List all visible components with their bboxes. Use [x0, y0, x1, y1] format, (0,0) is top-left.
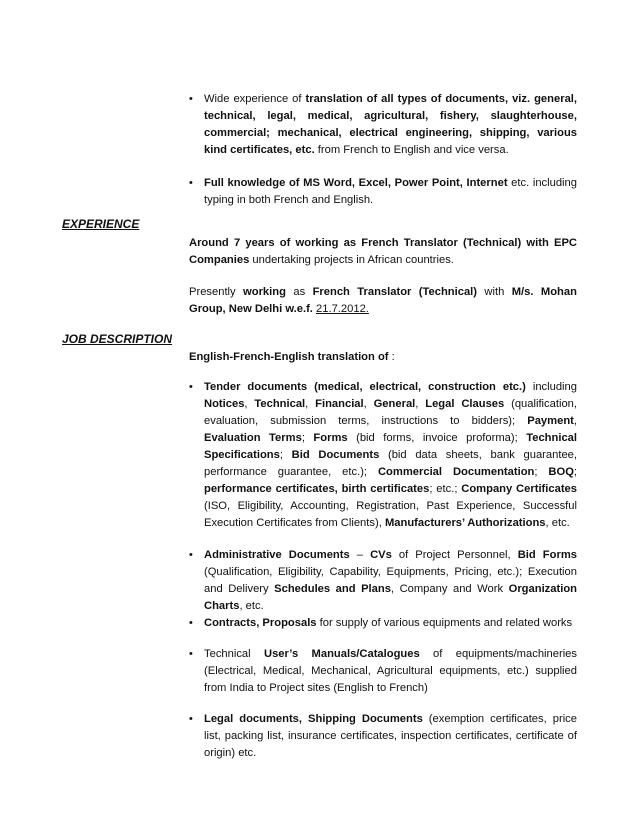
text-run: Technical: [204, 648, 264, 660]
experience-summary: [189, 235, 577, 269]
bold-text: Legal Clauses: [425, 398, 505, 410]
text-run: , etc.: [239, 600, 264, 612]
text-run: ,: [415, 398, 426, 410]
bold-text: Technical: [254, 398, 306, 410]
text-run: 21.7.2012.: [316, 303, 369, 315]
bold-text: Technical Specifications: [204, 432, 578, 461]
text-run: (exemption certificates, price list, packing list, insurance certificates, inspection certificates, certificate of origin) etc.: [204, 713, 577, 759]
text-run: ;: [573, 466, 578, 478]
job-description-intro: [189, 349, 577, 366]
text-run: , etc.: [545, 517, 570, 529]
text-run: ,: [244, 398, 255, 410]
bold-text: working: [243, 286, 286, 298]
bullet-tender-documents: [189, 379, 577, 532]
text-run: (Qualification, Eligibility, Capability, Equipments, Pricing, etc.); Execution and Delivery: [204, 566, 577, 595]
bold-text: Full knowledge of MS Word, Excel, Power Point, Internet: [204, 177, 508, 189]
text-run: ; etc.;: [429, 483, 462, 495]
bold-text: Forms: [313, 432, 348, 444]
bold-text: Contracts, Proposals: [204, 617, 317, 629]
bold-text: Administrative Documents: [204, 549, 350, 561]
text-run: Presently: [189, 286, 244, 298]
bold-text: Bid Documents: [291, 449, 380, 461]
text-run: ;: [534, 466, 549, 478]
text-run: ,: [363, 398, 374, 410]
bullet-technical-manuals: [189, 646, 577, 697]
experience-heading: EXPERIENCE: [62, 217, 140, 231]
bold-text: French Translator (Technical): [312, 286, 478, 298]
bold-text: translation of all types of documents, viz. general, technical, legal, medical, agricultural, fishery, slaughterhouse, commercial; mechanical, electrical engineering, shipping, various kind certificates, etc.: [204, 93, 578, 156]
bold-text: performance certificates, birth certificates: [204, 483, 430, 495]
text-run: (bid data sheets, bank guarantee, performance guarantee, etc.);: [204, 449, 577, 478]
bold-text: Financial: [315, 398, 364, 410]
text-run: Wide experience of: [204, 93, 306, 105]
text-run: of Project Personnel,: [391, 549, 518, 561]
bullet-contracts-proposals: [189, 615, 577, 632]
text-run: (bid forms, invoice proforma);: [347, 432, 527, 444]
current-position: [189, 284, 577, 318]
bullet-translation-experience: [189, 91, 577, 159]
bold-text: General: [373, 398, 416, 410]
text-run: –: [349, 549, 371, 561]
experience-section: [189, 235, 577, 318]
bold-text: Bid Forms: [517, 549, 577, 561]
bold-text: Schedules and Plans: [274, 583, 391, 595]
text-run: , Company and Work: [390, 583, 509, 595]
bold-text: English-French-English translation of: [189, 351, 389, 363]
text-run: (ISO, Eligibility, Accounting, Registration, Past Experience, Successful Execution Certificates from Clients),: [204, 500, 577, 529]
job-description-heading: JOB DESCRIPTION: [62, 332, 173, 346]
bullet-administrative-documents: [189, 547, 577, 615]
bold-text: Payment: [527, 415, 574, 427]
text-run: as: [285, 286, 313, 298]
bold-text: Notices: [204, 398, 245, 410]
text-run: ,: [305, 398, 316, 410]
job-description-section: [189, 349, 577, 762]
text-run: from French to English and vice versa.: [314, 144, 509, 156]
bold-text: CVs: [370, 549, 392, 561]
text-run: undertaking projects in African countries.: [249, 254, 454, 266]
bold-text: Evaluation Terms: [204, 432, 302, 444]
bullet-ms-office-knowledge: [189, 175, 577, 209]
bold-text: User’s Manuals/Catalogues: [263, 648, 420, 660]
text-run: :: [388, 351, 395, 363]
bold-text: Organization Charts: [204, 583, 577, 612]
text-run: of equipments/machineries (Electrical, Medical, Mechanical, Agricultural equipments, etc.) supplied from India to Project sites (English to French): [204, 648, 577, 694]
text-run: ,: [573, 415, 577, 427]
bold-text: Around 7 years of working as French Translator (Technical) with EPC Companies: [189, 237, 577, 266]
text-run: etc. including typing in both French and English.: [204, 177, 577, 206]
bullet-legal-shipping-documents: [189, 711, 577, 762]
bold-text: Commercial Documentation: [377, 466, 535, 478]
bold-text: Manufacturers’ Authorizations: [384, 517, 546, 529]
text-run: with: [477, 286, 512, 298]
text-run: (qualification, evaluation, submission terms, instructions to bidders);: [204, 398, 578, 427]
text-run: ;: [301, 432, 314, 444]
bold-text: M/s. Mohan Group, New Delhi w.e.f.: [189, 286, 577, 315]
intro-bullets: [189, 91, 577, 209]
text-run: including: [525, 381, 577, 393]
bold-text: Legal documents, Shipping Documents: [204, 713, 423, 725]
bold-text: Company Certificates: [461, 483, 577, 495]
text-run: for supply of various equipments and related works: [316, 617, 573, 629]
bold-text: BOQ: [548, 466, 574, 478]
text-run: ;: [279, 449, 292, 461]
bold-text: Tender documents (medical, electrical, construction etc.): [204, 381, 526, 393]
